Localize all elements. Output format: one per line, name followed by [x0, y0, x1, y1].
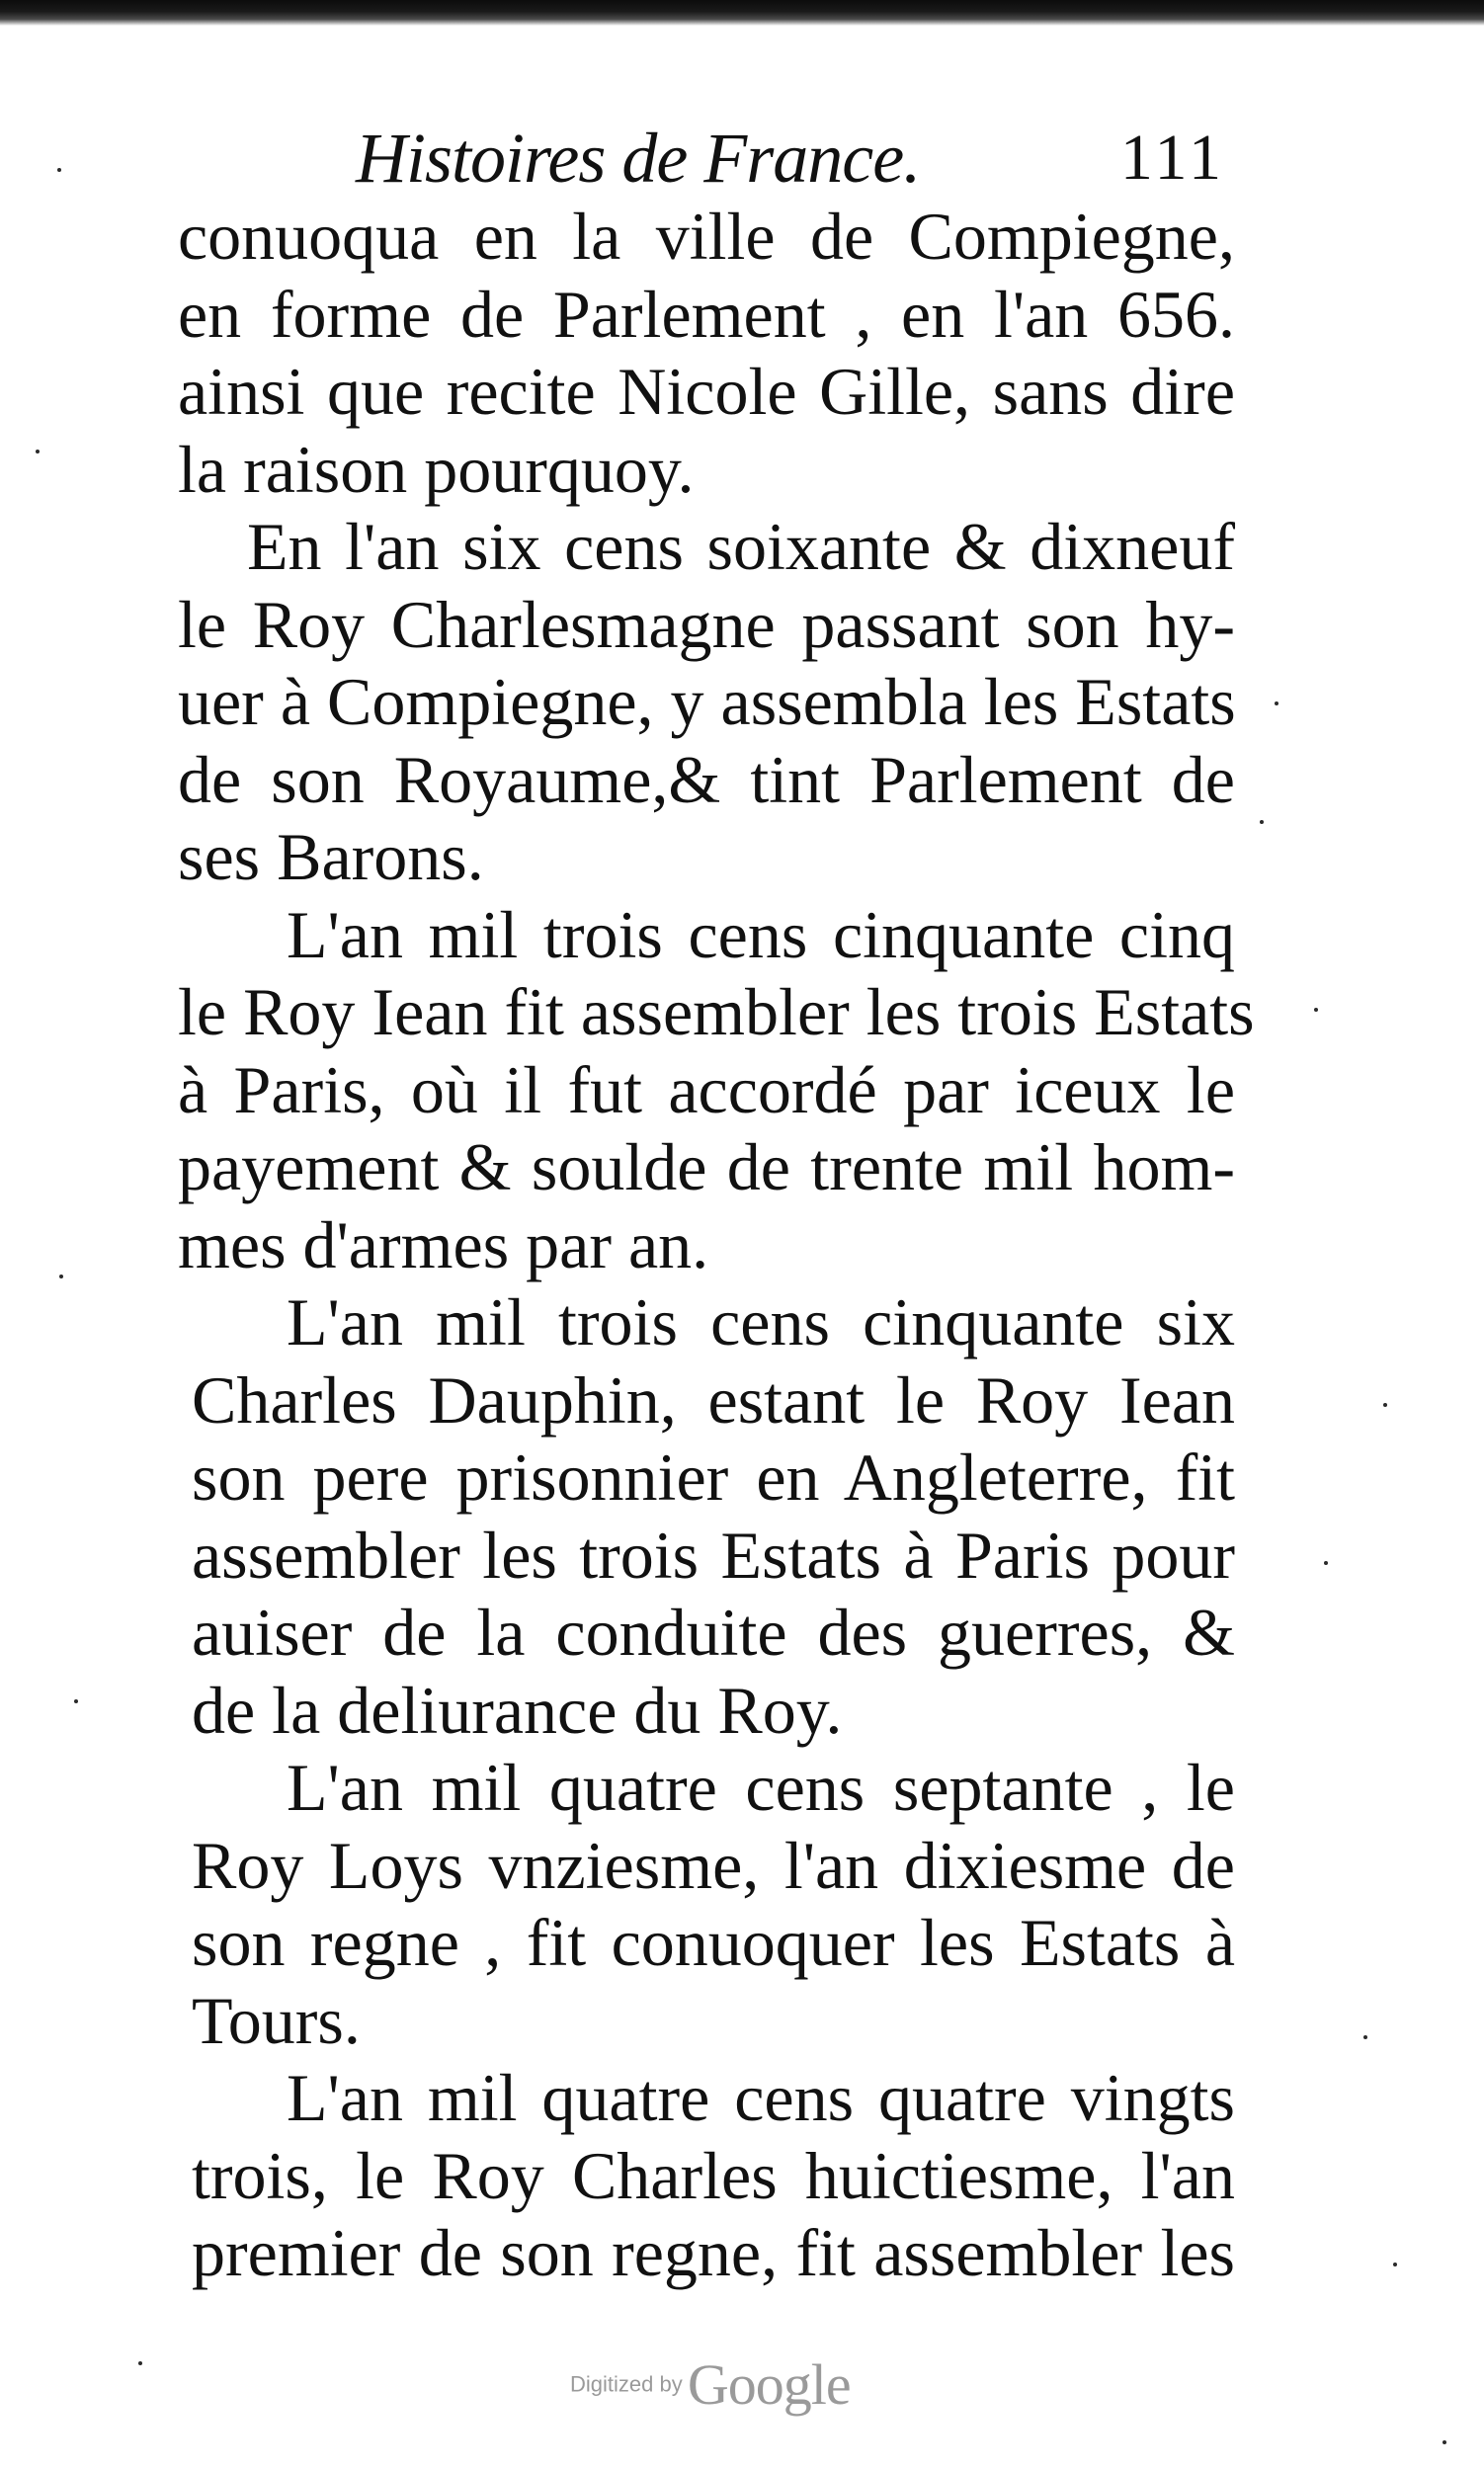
text-line: trois, le Roy Charles huictiesme, l'an [192, 2137, 1235, 2213]
page-top-edge-shadow [0, 0, 1484, 26]
paragraph-first-line: L'an mil quatre cens septante , le [287, 1750, 1235, 1825]
ink-speck [1314, 1008, 1318, 1012]
paragraph-first-line: L'an mil trois cens cinquante cinq [287, 896, 1235, 972]
text-line: uer à Compiegne, y assembla les Estats [178, 664, 1236, 739]
text-line: de son Royaume,& tint Parlement de [178, 741, 1235, 817]
text-line: conuoqua en la ville de Compiegne, [178, 199, 1235, 274]
text-line: son regne , fit conuoquer les Estats à [192, 1905, 1235, 1980]
ink-speck [1443, 2440, 1446, 2444]
ink-speck [57, 168, 61, 172]
text-line: Tours. [192, 1982, 361, 2058]
text-line: Charles Dauphin, estant le Roy Iean [192, 1361, 1235, 1438]
text-line: Roy Loys vnziesme, l'an dixiesme de [192, 1827, 1235, 1903]
digitized-by-watermark [570, 2351, 851, 2430]
text-line: la raison pourquoy. [178, 431, 695, 507]
running-title: Histoires de France. [356, 119, 921, 198]
ink-speck [1383, 1403, 1387, 1407]
text-line: le Roy Iean fit assembler les trois Estats [178, 974, 1255, 1049]
text-line: mes d'armes par an. [178, 1206, 709, 1282]
ink-speck [36, 450, 40, 453]
text-line: son pere prisonnier en Angleterre, fit [192, 1440, 1235, 1515]
ink-speck [74, 1699, 78, 1703]
ink-speck [1363, 2035, 1367, 2039]
ink-speck [59, 1275, 63, 1278]
text-line: assembler les trois Estats à Paris pour [192, 1517, 1235, 1593]
ink-speck [1324, 1561, 1328, 1565]
page-header [356, 114, 1225, 203]
ink-speck [1393, 2263, 1397, 2266]
text-line: en forme de Parlement , en l'an 656. [178, 276, 1235, 352]
text-line: ainsi que recite Nicole Gille, sans dire [178, 354, 1235, 429]
ink-speck [1260, 820, 1264, 824]
paragraph-first-line: L'an mil quatre cens quatre vingts [287, 2060, 1235, 2135]
text-line: premier de son regne, fit assembler les [192, 2215, 1235, 2290]
ink-speck [1275, 701, 1278, 705]
ink-speck [138, 2361, 142, 2365]
text-line: ses Barons. [178, 819, 484, 894]
text-line: payement & soulde de trente mil hom- [178, 1129, 1235, 1204]
body-text [178, 198, 1255, 2292]
paragraph-first-line: En l'an six cens soixante & dixneuf [247, 509, 1235, 584]
google-logo: Google [687, 2352, 851, 2417]
text-line: de la deliurance du Roy. [192, 1672, 843, 1748]
text-line: auiser de la conduite des guerres, & [192, 1595, 1235, 1670]
paragraph-first-line: L'an mil trois cens cinquante six [287, 1284, 1235, 1359]
text-line: le Roy Charlesmagne passant son hy- [178, 586, 1235, 662]
text-line: à Paris, où il fut accordé par iceux le [178, 1051, 1235, 1127]
page-number: 111 [1119, 122, 1225, 194]
digitized-by-label: Digitized by [570, 2371, 683, 2397]
